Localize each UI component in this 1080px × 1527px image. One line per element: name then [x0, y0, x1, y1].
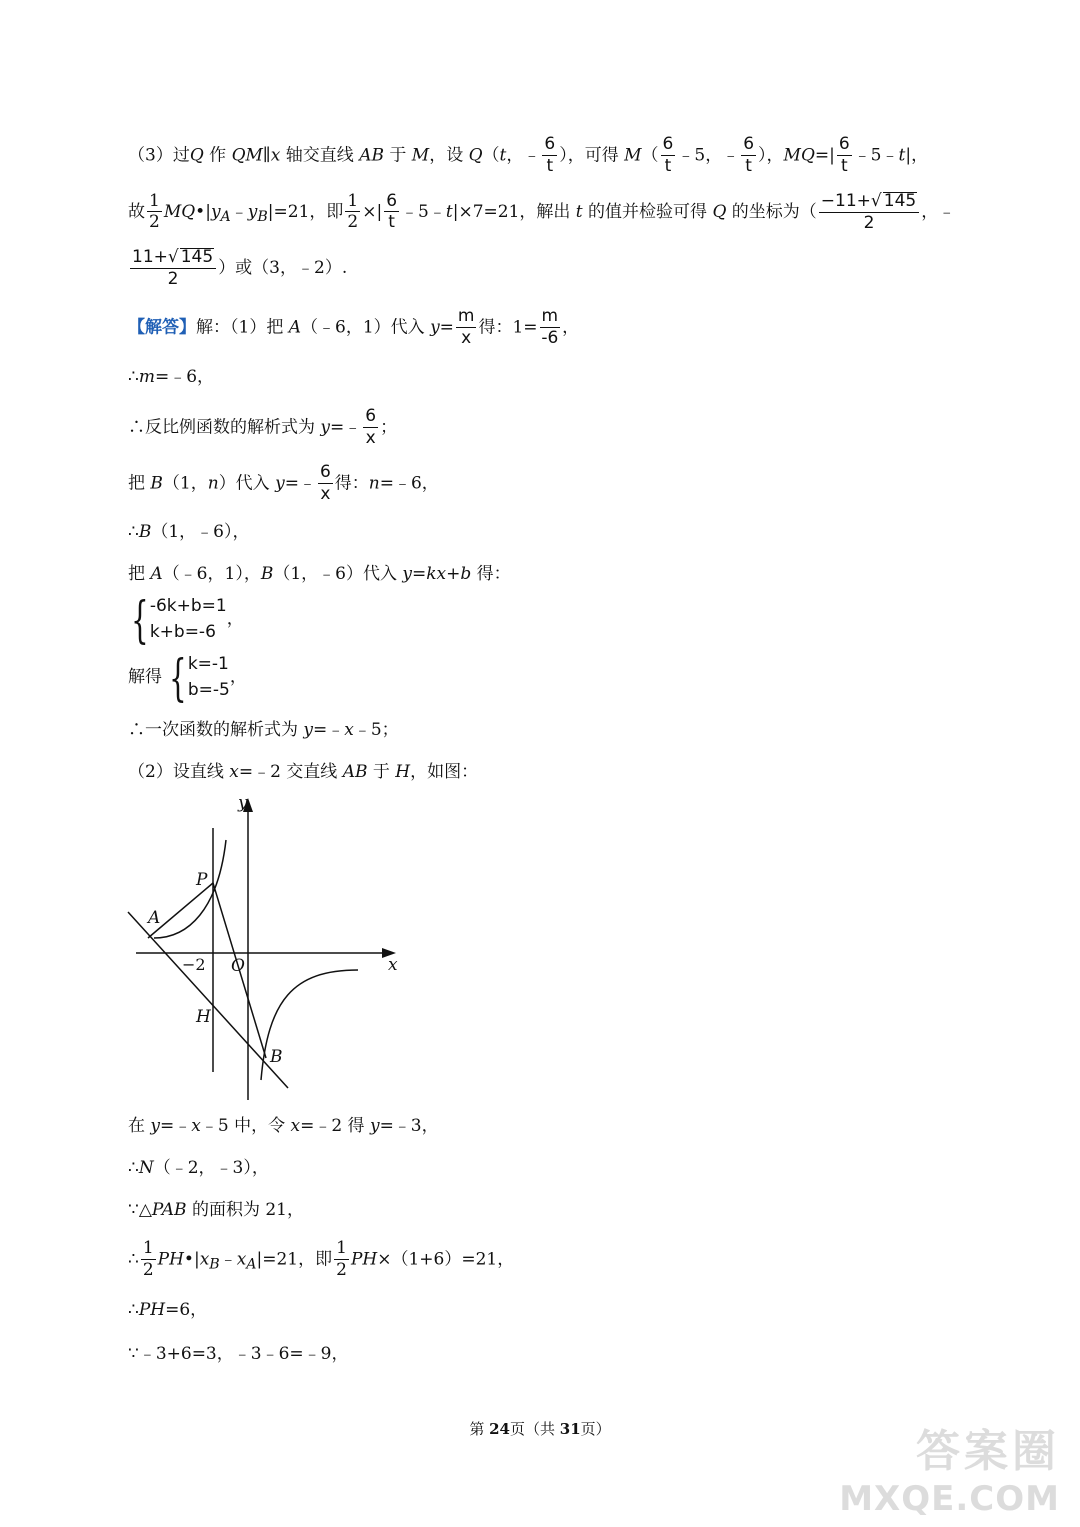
fraction: $\frac{6}{t}$: [544, 134, 556, 176]
equation-system-2: 解得 { k=-1 b=-5 ，: [128, 648, 247, 707]
fraction-half: $\frac{1}{2}$: [347, 190, 359, 233]
fraction: $\frac{6}{x}$: [319, 462, 331, 504]
step-N-point: ∴N（﹣2，﹣3），: [128, 1158, 269, 1178]
step-N: 在 y=﹣x﹣5 中，令 x=﹣2 得 y=﹣3，: [128, 1116, 439, 1136]
fraction: $\frac{6}{t}$: [386, 190, 398, 233]
fraction: $\frac{6}{t}$: [838, 134, 850, 176]
fraction: $\frac{m}{x}$: [457, 306, 475, 348]
part3-line3: $\frac{11+√ 145}{2}$ ）或（3，﹣2）.: [132, 247, 348, 289]
fraction-half: $\frac{1}{2}$: [149, 190, 160, 233]
step-inverse-func: ∴反比例函数的解析式为 y=﹣ $\frac{6}{x}$ ；: [128, 406, 398, 448]
part3-line2: 故 $\frac{1}{2}$ $MQ•|y_A﹣y_B|=21$，即 $\frac{1}{2}$ ×| $\frac{6}{t}$ ﹣5﹣t|×7=21，解出 t 的值并检验可得 Q 的坐标为（ $\frac{-11+√ 145}{2}$ ，﹣: [128, 190, 956, 233]
label-neg2: −2: [182, 955, 206, 974]
fraction: $\frac{6}{t}$: [743, 134, 755, 176]
fraction-half: $\frac{1}{2}$: [142, 1238, 154, 1280]
left-brace-icon: {: [131, 590, 149, 649]
step-coords: ∵﹣3+6=3，﹣3﹣6=﹣9，: [128, 1344, 349, 1364]
fraction-root: $\frac{-11+√ 145}{2}$: [819, 192, 919, 233]
part2-intro: （2）设直线 x=﹣2 交直线 AB 于 H，如图：: [128, 762, 479, 782]
sqrt-icon: √: [870, 191, 882, 211]
step-B-point: ∴B（1，﹣6），: [128, 522, 250, 542]
line-AB: [128, 912, 288, 1088]
label-H: H: [196, 1007, 211, 1027]
fraction-half: $\frac{1}{2}$: [336, 1238, 347, 1280]
geometry-figure: [118, 790, 418, 1100]
answer-tag: 【解答】: [128, 317, 196, 338]
step-m: ∴m=﹣6，: [128, 367, 215, 387]
fraction: $\frac{6}{t}$: [662, 134, 674, 176]
part3-line1: （3）过Q 作 QM∥x 轴交直线 AB 于 M，设 Q（t，﹣ $\frac{6}{t}$ ），可得 M（ $\frac{6}{t}$ ﹣5，﹣ $\frac{6}{t}$ ），MQ=| $\frac{6}{t}$ ﹣5﹣t|，: [128, 134, 929, 176]
step-sub-B: 把 B（1，n）代入 y=﹣ $\frac{6}{x}$ 得：n=﹣6，: [128, 462, 439, 504]
step-area: ∵△PAB 的面积为 21，: [128, 1200, 304, 1220]
label-O: O: [231, 956, 245, 976]
label-y: y: [238, 793, 248, 813]
answer-line: 【解答】解：（1）把 A（﹣6，1）代入 y= $\frac{m}{x}$ 得：1= $\frac{m}{-6}$ ，: [128, 306, 580, 348]
fraction-root: $\frac{11+√ 145}{2}$: [130, 248, 216, 289]
step-linear-func: ∴一次函数的解析式为 y=﹣x﹣5；: [128, 720, 399, 740]
label-A: A: [148, 908, 161, 928]
sqrt-icon: √: [167, 247, 179, 267]
left-brace-icon: {: [169, 648, 187, 707]
step-PH: ∴PH=6，: [128, 1300, 208, 1320]
fraction: $\frac{6}{x}$: [365, 406, 377, 448]
equation-system-1: { -6k+b=1 k+b=-6 ，: [131, 590, 244, 649]
label-B: B: [270, 1047, 283, 1067]
label-x: x: [388, 955, 398, 975]
fraction: $\frac{m}{-6}$: [541, 306, 559, 348]
step-area-eq: ∴ $\frac{1}{2}$ $PH•|x_B﹣x_A|=21$，即 $\frac{1}{2}$ PH×（1+6）=21，: [128, 1238, 515, 1280]
step-sub-linear: 把 A（﹣6，1），B（1，﹣6）代入 y=kx+b 得：: [128, 564, 511, 584]
watermark: 答案圈 MXQE.COM: [839, 1426, 1060, 1519]
page-footer: 第 24页（共 31页）: [469, 1420, 611, 1438]
label-P: P: [196, 870, 208, 890]
